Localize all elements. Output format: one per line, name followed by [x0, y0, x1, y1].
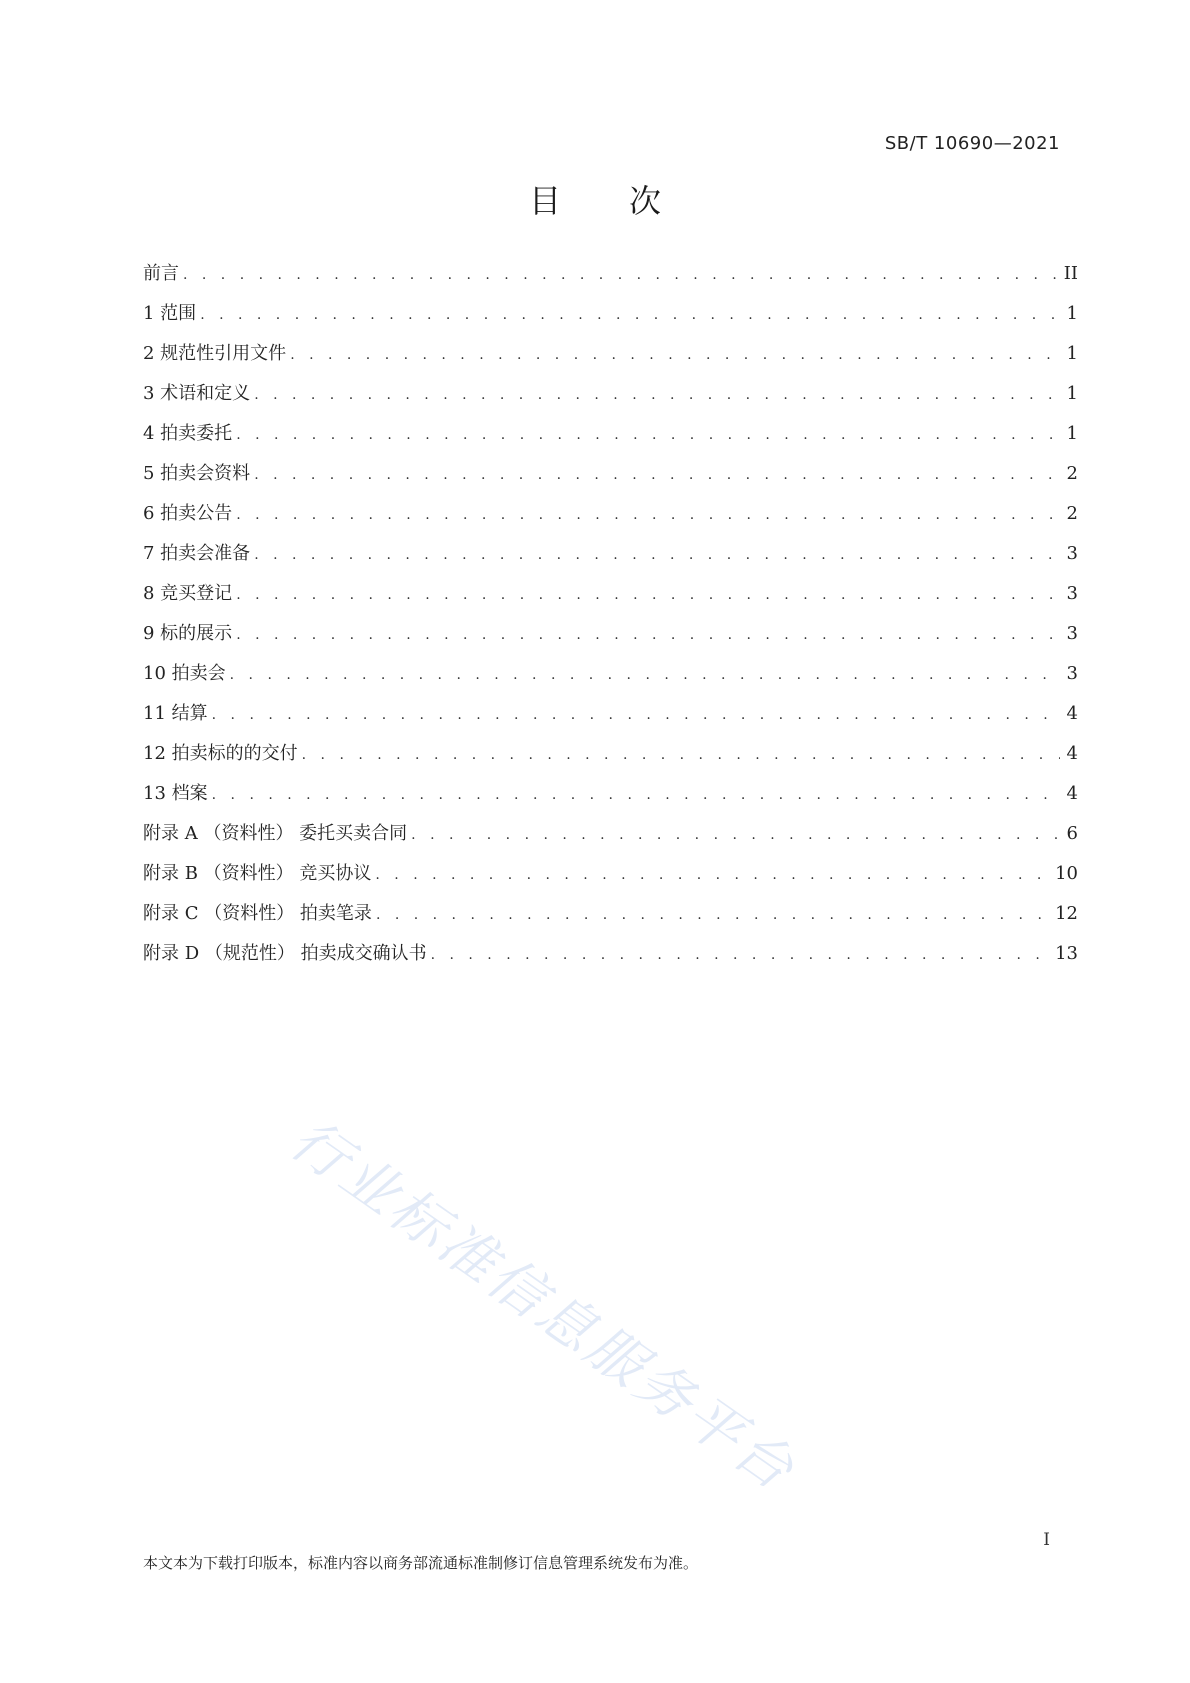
toc-entry[interactable] — [143, 942, 1078, 982]
toc-leader-dots — [230, 663, 1060, 687]
toc-entry[interactable] — [143, 822, 1078, 862]
title-char-2: 次 — [629, 182, 662, 220]
table-of-contents — [143, 262, 1078, 982]
page-number: I — [1043, 1530, 1050, 1550]
toc-entry-page: 12 — [1055, 903, 1078, 924]
toc-entry-label: 6 拍卖公告 — [143, 503, 233, 524]
toc-entry-page: 6 — [1066, 823, 1078, 844]
toc-leader-dots — [375, 863, 1051, 887]
watermark-text: 行业标准信息服务平台 — [278, 1107, 808, 1505]
toc-leader-dots — [236, 423, 1060, 447]
toc-entry-page: 3 — [1066, 623, 1078, 644]
toc-entry[interactable] — [143, 702, 1078, 742]
toc-entry-label: 4 拍卖委托 — [143, 423, 233, 444]
toc-entry[interactable] — [143, 782, 1078, 822]
toc-leader-dots — [376, 903, 1051, 927]
toc-entry-page: II — [1063, 263, 1078, 284]
toc-entry-label: 12 拍卖标的的交付 — [143, 743, 298, 764]
toc-entry[interactable] — [143, 862, 1078, 902]
toc-entry-page: 4 — [1066, 743, 1078, 764]
toc-leader-dots — [302, 743, 1060, 767]
toc-entry[interactable] — [143, 382, 1078, 422]
toc-entry-page: 10 — [1055, 863, 1078, 884]
page-title — [0, 176, 1190, 222]
toc-leader-dots — [254, 463, 1060, 487]
toc-leader-dots — [236, 583, 1060, 607]
toc-entry[interactable] — [143, 902, 1078, 942]
toc-entry-label: 3 术语和定义 — [143, 383, 251, 404]
toc-entry[interactable] — [143, 422, 1078, 462]
toc-entry-label: 5 拍卖会资料 — [143, 463, 251, 484]
toc-entry-label: 附录 C （资料性） 拍卖笔录 — [143, 903, 372, 924]
toc-entry[interactable] — [143, 542, 1078, 582]
toc-entry-label: 10 拍卖会 — [143, 663, 226, 684]
toc-entry[interactable] — [143, 462, 1078, 502]
toc-entry[interactable] — [143, 262, 1078, 302]
toc-entry-page: 1 — [1066, 383, 1078, 404]
toc-entry-label: 前言 — [143, 263, 179, 284]
toc-leader-dots — [212, 783, 1060, 807]
toc-entry-label: 11 结算 — [143, 703, 208, 724]
toc-leader-dots — [236, 623, 1060, 647]
toc-entry-page: 3 — [1066, 543, 1078, 564]
toc-entry[interactable] — [143, 662, 1078, 702]
toc-entry[interactable] — [143, 622, 1078, 662]
toc-leader-dots — [254, 383, 1060, 407]
toc-entry-label: 附录 D （规范性） 拍卖成交确认书 — [143, 943, 427, 964]
toc-entry-label: 附录 A （资料性） 委托买卖合同 — [143, 823, 408, 844]
toc-entry[interactable] — [143, 742, 1078, 782]
toc-entry-label: 2 规范性引用文件 — [143, 343, 287, 364]
standard-code: SB/T 10690—2021 — [884, 133, 1060, 154]
toc-leader-dots — [290, 343, 1060, 367]
toc-entry-page: 4 — [1066, 703, 1078, 724]
toc-entry-page: 2 — [1066, 463, 1078, 484]
toc-leader-dots — [212, 703, 1060, 727]
toc-entry-label: 9 标的展示 — [143, 623, 233, 644]
toc-entry[interactable] — [143, 302, 1078, 342]
toc-entry-page: 3 — [1066, 583, 1078, 604]
toc-leader-dots — [411, 823, 1060, 847]
toc-entry-page: 1 — [1066, 303, 1078, 324]
toc-entry-page: 1 — [1066, 343, 1078, 364]
toc-entry-page: 4 — [1066, 783, 1078, 804]
toc-entry-label: 7 拍卖会准备 — [143, 543, 251, 564]
toc-entry-label: 1 范围 — [143, 303, 197, 324]
toc-leader-dots — [254, 543, 1060, 567]
title-char-1: 目 — [528, 182, 561, 220]
toc-entry-page: 13 — [1055, 943, 1078, 964]
toc-leader-dots — [431, 943, 1051, 967]
toc-leader-dots — [236, 503, 1060, 527]
toc-entry-label: 附录 B （资料性） 竞买协议 — [143, 863, 372, 884]
toc-leader-dots — [183, 263, 1060, 287]
toc-entry-page: 3 — [1066, 663, 1078, 684]
toc-entry-page: 1 — [1066, 423, 1078, 444]
toc-leader-dots — [200, 303, 1060, 327]
toc-entry[interactable] — [143, 502, 1078, 542]
toc-entry-label: 13 档案 — [143, 783, 208, 804]
toc-entry-page: 2 — [1066, 503, 1078, 524]
toc-entry-label: 8 竞买登记 — [143, 583, 233, 604]
footer-note: 本文本为下载打印版本，标准内容以商务部流通标准制修订信息管理系统发布为准。 — [143, 1554, 699, 1572]
toc-entry[interactable] — [143, 582, 1078, 622]
toc-entry[interactable] — [143, 342, 1078, 382]
